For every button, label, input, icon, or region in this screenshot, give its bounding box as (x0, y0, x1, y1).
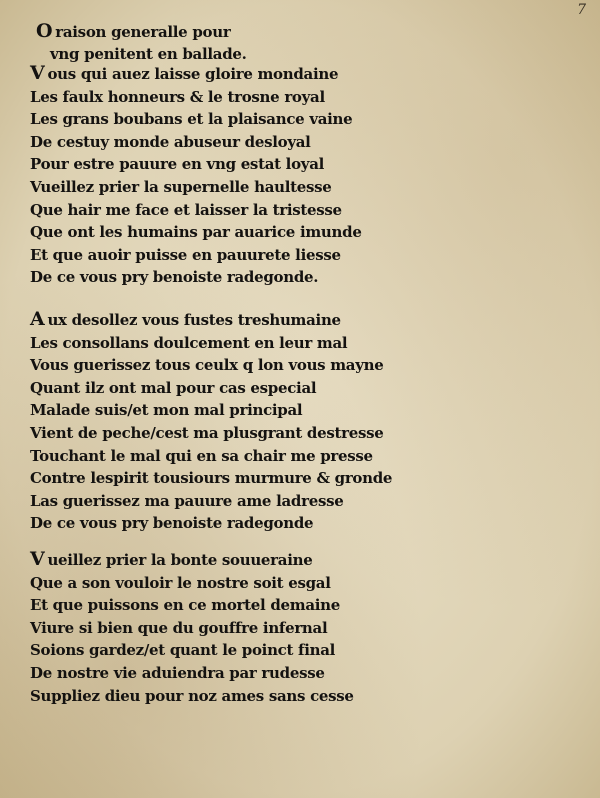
verse-line: Que ont les humains par auarice imunde (30, 223, 362, 242)
title-line-1-text: raison generalle pour (55, 23, 231, 41)
stanza-2-initial: A (30, 308, 45, 330)
verse-line: Les grans boubans et la plaisance vaine (30, 110, 353, 129)
verse-line: Quant ilz ont mal pour cas especial (30, 378, 317, 397)
verse-line: Soions gardez/et quant le poinct final (30, 641, 336, 660)
verse-line: Vueillez prier la supernelle haultesse (30, 177, 332, 196)
verse-line: Que a son vouloir le nostre soit esgal (30, 573, 331, 592)
verse-line: De cestuy monde abuseur desloyal (30, 132, 311, 151)
title-block (36, 20, 247, 65)
stanza-3-first-line (30, 548, 390, 572)
stanza-2-first-text: ux desollez vous fustes treshumaine (47, 311, 341, 329)
stanza-3-initial: V (30, 548, 45, 570)
verse-line: Viure si bien que du gouffre infernal (30, 618, 328, 637)
stanza-2-first-line (30, 308, 390, 332)
stanza-2 (30, 308, 393, 535)
title-initial: O (36, 20, 53, 42)
refrain-line: De ce vous pry benoiste radegonde. (30, 268, 319, 287)
stanza-1 (30, 62, 390, 289)
stanza-3 (30, 548, 390, 707)
verse-line: Contre lespirit tousiours murmure & gronde (30, 469, 393, 488)
verse-line: Vous guerissez tous ceulx q lon vous mayne (30, 356, 384, 375)
verse-line: Et que puissons en ce mortel demaine (30, 596, 341, 615)
stanza-1-initial: V (30, 62, 45, 84)
verse-line: Les faulx honneurs & le trosne royal (30, 87, 325, 106)
title-line-2: vng penitent en ballade. (50, 45, 247, 63)
title-line-1 (36, 20, 247, 43)
verse-line: De nostre vie aduiendra par rudesse (30, 663, 325, 682)
verse-line: Que hair me face et laisser la tristesse (30, 200, 342, 219)
verse-line: Vient de peche/cest ma plusgrant destresse (30, 423, 384, 442)
verse-line: Las guerissez ma pauure ame ladresse (30, 491, 344, 510)
refrain-line: De ce vous pry benoiste radegonde (30, 514, 314, 533)
verse-line: Touchant le mal qui en sa chair me presse (30, 446, 373, 465)
verse-line: Suppliez dieu pour noz ames sans cesse (30, 686, 354, 705)
verse-line: Pour estre pauure en vng estat loyal (30, 155, 325, 174)
folio-number: 7 (577, 2, 586, 18)
verse-line: Malade suis/et mon mal principal (30, 401, 303, 420)
stanza-1-first-text: ous qui auez laisse gloire mondaine (47, 65, 339, 83)
stanza-3-first-text: ueillez prier la bonte souueraine (47, 551, 313, 569)
verse-line: Les consollans doulcement en leur mal (30, 333, 348, 352)
verse-line: Et que auoir puisse en pauurete liesse (30, 245, 341, 264)
stanza-1-first-line (30, 62, 390, 86)
